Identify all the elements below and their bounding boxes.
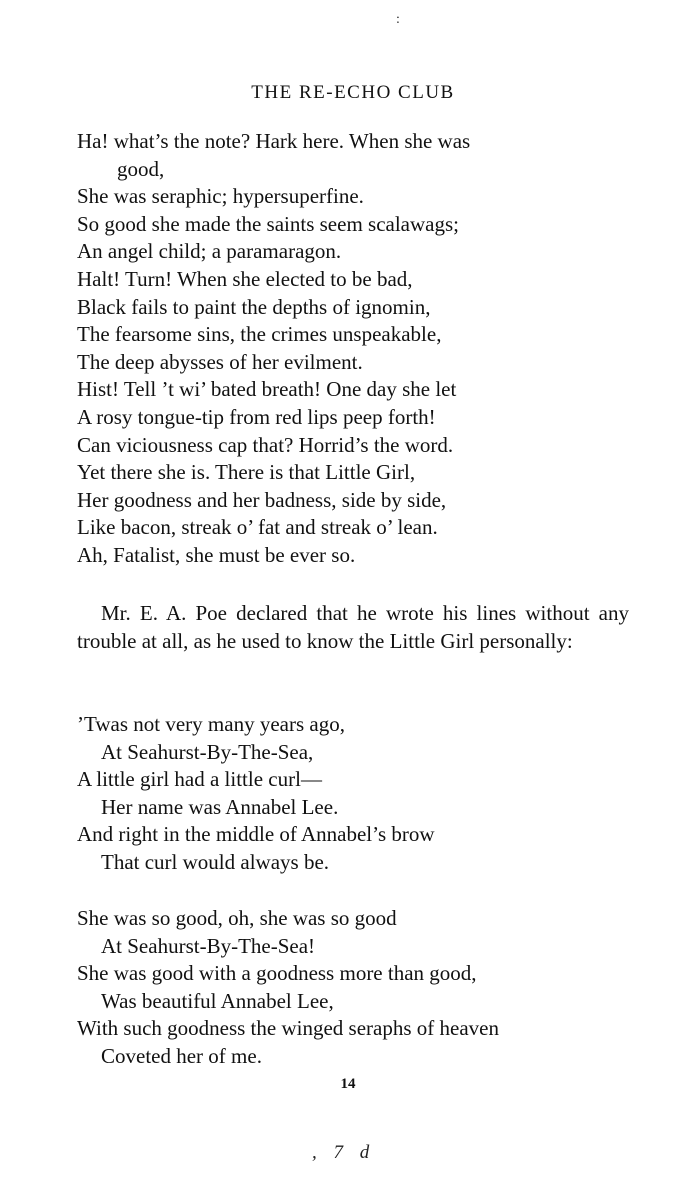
poem-line-indented: Coveted her of me.	[101, 1043, 262, 1068]
poem-line-continuation: good,	[117, 156, 165, 181]
poem-line: With such goodness the winged seraphs of heaven	[77, 1016, 499, 1041]
top-mark: :	[396, 12, 400, 27]
poem-line: Black fails to paint the depths of ignomin,	[77, 294, 431, 319]
poem-line: And right in the middle of Annabel’s brow	[77, 822, 435, 847]
poem-stanza-1	[77, 128, 637, 570]
poem-line: Like bacon, streak o’ fat and streak o’ lean.	[77, 515, 438, 540]
poem-line-indented: At Seahurst-By-The-Sea!	[101, 933, 316, 958]
running-head: THE RE-ECHO CLUB	[251, 82, 455, 103]
prose-paragraph	[77, 600, 629, 655]
poem-line: Hist! Tell ’t wi’ bated breath! One day she let	[77, 377, 457, 402]
poem-line-indented: That curl would always be.	[101, 849, 330, 874]
poem-line: She was seraphic; hypersuperfine.	[77, 184, 364, 209]
poem-line: Ah, Fatalist, she must be ever so.	[77, 542, 356, 567]
poem-line: An angel child; a paramaragon.	[77, 239, 342, 264]
poem-line: Her goodness and her badness, side by side,	[77, 487, 447, 512]
poem-line: Halt! Turn! When she elected to be bad,	[77, 266, 413, 291]
poem-line-indented: Her name was Annabel Lee.	[101, 794, 339, 819]
poem-line: She was so good, oh, she was so good	[77, 906, 397, 930]
poem-line: Can viciousness cap that? Horrid’s the word.	[77, 432, 454, 457]
poem-line: The deep abysses of her evilment.	[77, 349, 363, 374]
prose-text: Mr. E. A. Poe declared that he wrote his lines without any trouble at all, as he used to know the Little Girl personally:	[77, 601, 629, 653]
poem-line: Yet there she is. There is that Little Girl,	[77, 460, 416, 485]
poem-stanza-2	[77, 711, 637, 877]
stray-marks: , 7 d	[312, 1142, 376, 1163]
poem-line-indented: At Seahurst-By-The-Sea,	[101, 739, 314, 764]
page-number: 14	[340, 1076, 356, 1092]
poem-line: ’Twas not very many years ago,	[77, 712, 345, 736]
poem-line: A little girl had a little curl—	[77, 767, 322, 792]
poem-line: So good she made the saints seem scalawags;	[77, 211, 459, 236]
poem-line-indented: Was beautiful Annabel Lee,	[101, 988, 334, 1013]
poem-line: The fearsome sins, the crimes unspeakable,	[77, 322, 442, 347]
poem-line: Ha! what’s the note? Hark here. When she was	[77, 129, 471, 153]
poem-line: She was good with a goodness more than good,	[77, 961, 477, 986]
poem-stanza-3	[77, 905, 637, 1071]
poem-line: A rosy tongue-tip from red lips peep forth!	[77, 404, 436, 429]
